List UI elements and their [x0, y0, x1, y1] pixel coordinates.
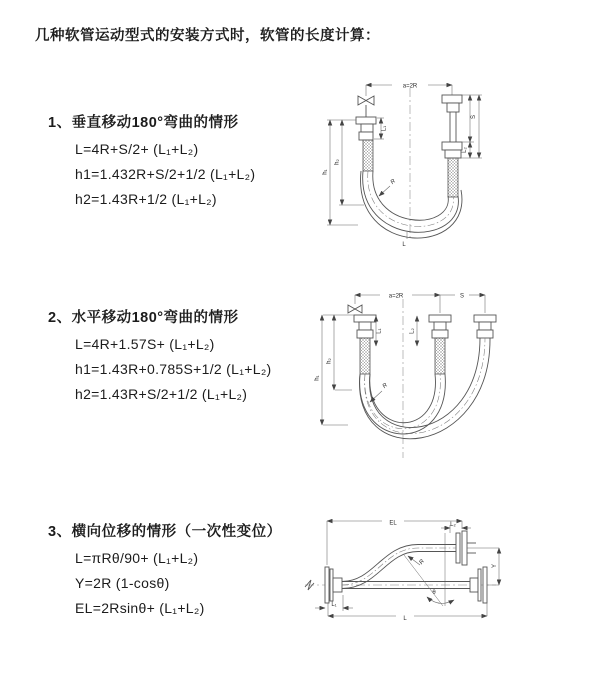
section-2	[48, 307, 272, 406]
flange-plate	[325, 567, 329, 603]
dim-label-a2r: a=2R	[388, 293, 404, 300]
formula-h2: h2=1.43R+1/2 (L₁+L₂)	[75, 190, 217, 207]
dim-label-h2: h₂	[334, 159, 341, 165]
break-mark	[305, 580, 314, 590]
radius-label: R	[389, 178, 397, 186]
fitting-flange	[356, 117, 376, 124]
fitting-neck	[333, 578, 342, 592]
section-2-heading: 2、水平移动180°弯曲的情形	[48, 310, 239, 326]
dim-label-l2: L₂	[450, 522, 456, 528]
formula-y: Y=2R (1-cosθ)	[75, 574, 170, 591]
diagram-horizontal-180-bend	[300, 283, 585, 475]
dim-label-h1: h₁	[322, 169, 329, 175]
formula-h1: h1=1.432R+S/2+1/2 (L₁+L₂)	[75, 165, 256, 182]
fitting-neck	[434, 322, 446, 330]
section-3-heading: 3、横向位移的情形（一次性变位）	[48, 524, 282, 540]
hose-wall-curve	[342, 545, 456, 582]
dim-label-el: EL	[389, 520, 397, 527]
hose-wall-arc	[363, 171, 459, 232]
braided-hose-section	[448, 158, 458, 197]
radius-leader	[408, 556, 420, 565]
flange-plate	[483, 567, 487, 603]
angle-label: θ	[432, 590, 436, 596]
fitting-flange	[474, 315, 496, 322]
fitting-neck	[361, 124, 373, 132]
fitting-neck	[359, 322, 371, 330]
dim-label-h1: h₁	[314, 375, 321, 381]
page-title: 几种软管运动型式的安装方式时，软管的长度计算：	[35, 28, 380, 44]
fitting-flange	[354, 315, 376, 322]
valve-icon	[358, 96, 374, 105]
fitting-flange	[442, 95, 462, 103]
dim-label-l2: L₂	[409, 328, 416, 334]
formula-l: L=4R+1.57S+ (L₁+L₂)	[75, 336, 215, 352]
braided-hose-section	[435, 338, 445, 374]
formula-h1: h1=1.43R+0.785S+1/2 (L₁+L₂)	[75, 360, 272, 377]
formula-l: L=πRθ/90+ (L₁+L₂)	[75, 550, 199, 566]
flange-plate	[330, 569, 333, 601]
hose-outer-arc	[361, 171, 462, 238]
radius-leader	[379, 186, 390, 196]
flange-plate	[478, 569, 481, 601]
fitting-flange	[429, 315, 451, 322]
formula-el: EL=2Rsinθ+ (L₁+L₂)	[75, 599, 205, 616]
diagram-vertical-180-bend	[300, 72, 572, 252]
braided-hose-section	[363, 140, 373, 171]
dim-label-s: S	[471, 114, 477, 120]
dim-label-l2: L₂	[462, 147, 468, 153]
fitting-neck	[470, 578, 478, 592]
length-label: L	[402, 242, 406, 248]
flange-plate	[462, 531, 467, 565]
hose-wall-arc	[373, 171, 449, 220]
dim-label-l1: L₁	[381, 125, 388, 132]
hose-wall-curve	[342, 552, 456, 589]
fitting-nut	[357, 330, 373, 338]
hose-centerline-arc	[368, 171, 454, 226]
fitting-nut	[359, 132, 373, 140]
radius-label: R	[418, 558, 426, 566]
dim-label-s: S	[459, 293, 465, 300]
hose-centerline-arc	[365, 374, 441, 429]
dim-label-l: L	[403, 616, 407, 622]
braided-hose-section	[360, 338, 370, 374]
fitting-nut	[432, 330, 448, 338]
dim-label-a2r: a=2R	[402, 83, 418, 90]
dim-label-h2: h₂	[326, 358, 333, 364]
dim-label-l1: L₁	[331, 602, 337, 608]
hose-wall-arc	[360, 374, 446, 434]
flange-plate	[456, 533, 460, 563]
valve-icon	[348, 305, 362, 313]
radius-label: R	[381, 382, 389, 390]
dim-label-y: Y	[492, 563, 498, 569]
fitting-neck	[447, 103, 459, 112]
hose-wall-arc	[359, 338, 490, 439]
formula-h2: h2=1.43R+S/2+1/2 (L₁+L₂)	[75, 385, 248, 402]
section-1-heading: 1、垂直移动180°弯曲的情形	[48, 115, 239, 131]
fitting-neck	[479, 322, 491, 330]
fitting-nut	[477, 330, 493, 338]
hose-wall-arc	[370, 374, 436, 423]
hose-centerline-curve	[342, 548, 456, 585]
fitting-flange	[442, 142, 462, 150]
section-1	[48, 112, 255, 211]
fitting-nut	[445, 150, 461, 158]
formula-l: L=4R+S/2+ (L₁+L₂)	[75, 141, 199, 157]
dim-label-l1: L₁	[376, 328, 383, 334]
section-3	[48, 521, 282, 620]
diagram-lateral-displacement	[300, 505, 592, 640]
